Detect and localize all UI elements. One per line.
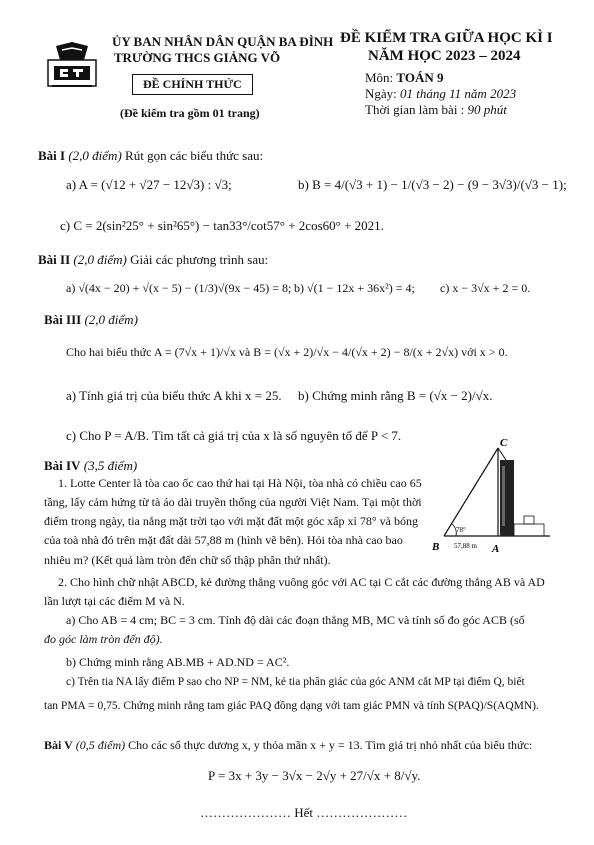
end-marker: ………………… Hết ………………… [200,805,408,820]
b2-points: (2,0 điểm) [73,252,127,267]
b2-a: a) √(4x − 20) + √(x − 5) − (1/3)√(9x − 45) = 8; [66,281,292,295]
b1-c: c) C = 2(sin²25° + sin²65°) − tan33°/cot57° + 2cos60° + 2021. [60,218,384,233]
exam-time: 90 phút [467,102,507,117]
b3-points: (2,0 điểm) [84,312,138,327]
b4-c-line: c) Trên tia NA lấy điểm P sao cho NP = NM, kẻ tia phân giác của góc ANM cắt MP tại điểm Q, biết [66,676,525,688]
fig-length: 57,88 m [454,542,477,550]
b4-p2-line: 2. Cho hình chữ nhật ABCD, kẻ đường thẳng vuông góc với AC tại C cắt các đường thẳng AB và AD [58,575,545,589]
date-label: Ngày: [365,86,401,101]
date-line [365,86,516,102]
b5-points: (0,5 điểm) [75,738,126,752]
b1-text: Rút gọn các biểu thức sau: [121,148,264,163]
b1-b: b) B = 4/(√3 + 1) − 1/(√3 − 2) − (9 − 3√3)/(√3 − 1); [298,177,567,192]
b4-p1-line: của toà nhà đó trên mặt đất dài 57,88 m (hình vẽ bên). Hỏi tòa nhà cao bao [44,533,403,547]
b4-title: Bài IV [44,458,81,473]
b4-a-line: a) Cho AB = 4 cm; BC = 3 cm. Tính độ dài các đoạn thẳng MB, MC và tính số đo góc ACB (số [66,613,525,627]
b2-text: Giải các phương trình sau: [126,252,269,267]
fig-label-b: B [432,541,440,553]
b4-p1-line: nhiêu m? (Kết quả làm tròn đến chữ số thập phân thứ nhất). [44,553,331,567]
b1-title: Bài I [38,148,66,163]
b5-formula: P = 3x + 3y − 3√x − 2√y + 27/√x + 8/√y. [208,768,421,783]
b3-given: Cho hai biểu thức A = (7√x + 1)/√x và B = (√x + 2)/√x − 4/(√x + 2) − 8/(x + 2√x) với x > 0. [66,345,508,359]
b4-b: b) Chứng minh rằng AB.MB + AD.ND = AC². [66,655,290,669]
b3-c: c) Cho P = A/B. Tìm tất cả giá trị của x là số nguyên tố để P < 7. [66,428,402,443]
official-badge: ĐỀ CHÍNH THỨC [132,74,253,95]
fig-label-a: A [492,543,500,555]
b4-p1-line: điểm trong ngày, tia nắng mặt trời tạo với mặt đất một góc xấp xỉ 78° và bóng [44,514,418,528]
b5-heading [44,738,532,753]
b4-points: (3,5 điểm) [83,458,138,473]
b4-p1-line: tầng, lấy cảm hứng từ tà áo dài truyền thống của người Việt Nam. Tại một thời [44,495,422,509]
b5-title: Bài V [44,738,73,752]
page-count: (Đề kiểm tra gồm 01 trang) [120,106,260,120]
fig-label-c: C [500,438,508,449]
b4-c-line: tan PMA = 0,75. Chứng minh rằng tam giác PAQ đồng dạng với tam giác PMN và tính S(PAQ)/S(AQMN). [44,700,539,712]
b4-a-line: đo góc làm tròn đến độ). [44,632,163,646]
school-name: TRƯỜNG THCS GIẢNG VÕ [113,50,281,65]
time-line [365,102,507,118]
b1-points: (2,0 điểm) [68,148,122,163]
subject-line [365,70,444,86]
school-logo [46,40,98,92]
b1-a: a) A = (√12 + √27 − 12√3) : √3; [66,177,232,192]
b2-heading [38,252,268,268]
b4-p1-line: 1. Lotte Center là tòa cao ốc cao thứ hai tại Hà Nội, tòa nhà có chiều cao 65 [58,476,422,490]
b4-p2-line: lần lượt tại các điểm M và N. [44,594,185,608]
org-name: ỦY BAN NHÂN DÂN QUẬN BA ĐÌNH [112,34,334,49]
subject: TOÁN 9 [396,70,444,85]
b3-heading [44,312,138,328]
b4-heading [44,458,137,474]
b2-c: c) x − 3√x + 2 = 0. [440,281,531,295]
school-year: NĂM HỌC 2023 – 2024 [368,48,521,64]
building-figure [430,438,554,556]
exam-date: 01 tháng 11 năm 2023 [400,86,517,101]
fig-angle: 78° [456,526,466,534]
time-label: Thời gian làm bài : [365,102,468,117]
b2-title: Bài II [38,252,71,267]
b2-b: b) √(1 − 12x + 36x²) = 4; [294,281,415,295]
b3-title: Bài III [44,312,82,327]
exam-title: ĐỀ KIỂM TRA GIỮA HỌC KÌ I [340,30,553,46]
b5-text: Cho các số thực dương x, y thỏa mãn x + y = 13. Tìm giá trị nhỏ nhất của biểu thức: [125,738,533,752]
subject-label: Môn: [365,70,397,85]
b3-b: b) Chứng minh rằng B = (√x − 2)/√x. [298,388,493,403]
b3-a: a) Tính giá trị của biểu thức A khi x = 25. [66,388,282,403]
b1-heading [38,148,263,164]
